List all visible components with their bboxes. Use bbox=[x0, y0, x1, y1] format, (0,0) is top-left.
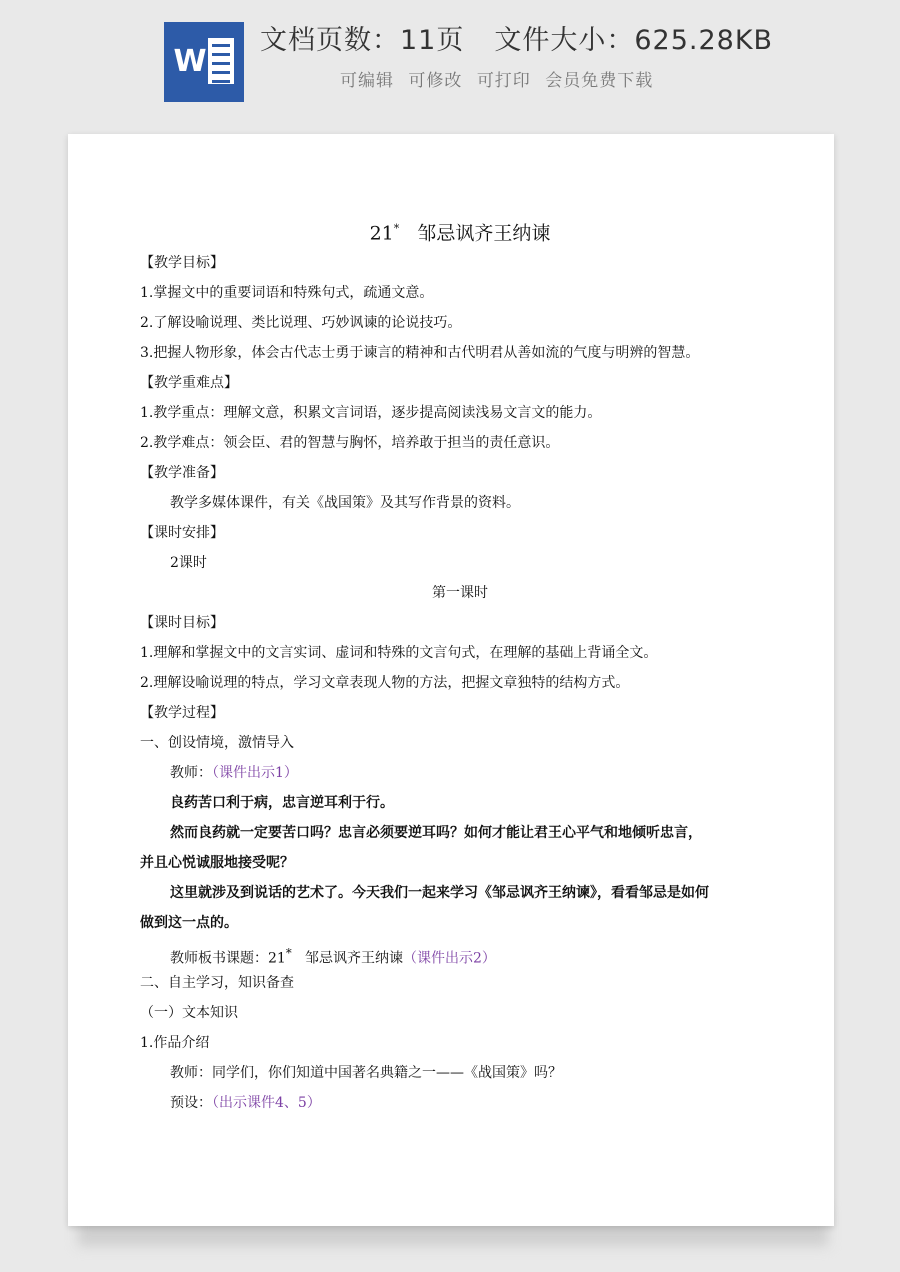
title-text: 邹忌讽齐王纳谏 bbox=[417, 222, 551, 245]
schedule-text: 2课时 bbox=[170, 555, 207, 571]
teacher-label: 教师： bbox=[170, 765, 212, 781]
teacher-question: 教师：同学们，你们知道中国著名典籍之一——《战国策》吗？ bbox=[170, 1065, 562, 1081]
intro-line-1: 这里就涉及到说话的艺术了。今天我们一起来学习《邹忌讽齐王纳谏》，看看邹忌是如何 bbox=[170, 885, 709, 901]
word-letter: W bbox=[172, 42, 208, 82]
courseware-note-2: （课件出示2） bbox=[403, 950, 496, 967]
section-heading-process: 【教学过程】 bbox=[140, 705, 224, 721]
goal-item-1: 1.掌握文中的重要词语和特殊句式，疏通文意。 bbox=[140, 285, 434, 301]
board-title-line bbox=[140, 938, 780, 968]
question-line-2: 并且心悦诚服地接受呢？ bbox=[140, 855, 294, 871]
page-count: 文档页数：11页 bbox=[260, 25, 465, 56]
key-point-1: 1.教学重点：理解文意，积累文言词语，逐步提高阅读浅易文言文的能力。 bbox=[140, 405, 602, 421]
document-lines-icon bbox=[208, 38, 234, 84]
process-step-2: 二、自主学习，知识备查 bbox=[140, 975, 294, 991]
section-heading-key-points: 【教学重难点】 bbox=[140, 375, 238, 391]
preparation-text: 教学多媒体课件，有关《战国策》及其写作背景的资料。 bbox=[170, 495, 520, 511]
document-title bbox=[140, 212, 780, 246]
board-title-text: 邹忌讽齐王纳谏 bbox=[305, 950, 404, 967]
section-heading-preparation: 【教学准备】 bbox=[140, 465, 224, 481]
preset-label: 预设： bbox=[170, 1095, 212, 1111]
document-content bbox=[140, 212, 780, 1118]
goal-item-2: 2.了解设喻说理、类比说理、巧妙讽谏的论说技巧。 bbox=[140, 315, 462, 331]
file-info bbox=[260, 18, 773, 57]
lesson-goal-1: 1.理解和掌握文中的文言实词、虚词和特殊的文言句式，在理解的基础上背诵全文。 bbox=[140, 645, 658, 661]
download-header bbox=[0, 0, 900, 120]
work-introduction-heading: 1.作品介绍 bbox=[140, 1035, 210, 1051]
section-heading-schedule: 【课时安排】 bbox=[140, 525, 224, 541]
process-step-1: 一、创设情境，激情导入 bbox=[140, 735, 294, 751]
lesson-goal-2: 2.理解设喻说理的特点，学习文章表现人物的方法，把握文章独特的结构方式。 bbox=[140, 675, 630, 691]
feature-member-download: 会员免费下载 bbox=[545, 71, 654, 91]
teacher-line bbox=[140, 758, 780, 788]
feature-printable: 可打印 bbox=[476, 71, 531, 91]
goal-item-3: 3.把握人物形象，体会古代志士勇于谏言的精神和古代明君从善如流的气度与明辨的智慧。 bbox=[140, 345, 700, 361]
feature-modifiable: 可修改 bbox=[408, 71, 463, 91]
board-title-asterisk: * bbox=[285, 946, 292, 960]
feature-list bbox=[340, 66, 661, 91]
courseware-note-1: （课件出示1） bbox=[212, 765, 298, 781]
title-number: 21 bbox=[369, 222, 394, 245]
question-line-1: 然而良药就一定要苦口吗？忠言必须要逆耳吗？如何才能让君王心平气和地倾听忠言， bbox=[170, 825, 702, 841]
courseware-note-3: （出示课件4、5） bbox=[212, 1095, 321, 1111]
document-page bbox=[68, 134, 834, 1226]
lesson-heading: 第一课时 bbox=[432, 585, 488, 601]
board-title-label: 教师板书课题：21 bbox=[170, 950, 286, 967]
preset-line bbox=[140, 1088, 780, 1118]
proverb-line: 良药苦口利于病，忠言逆耳利于行。 bbox=[170, 795, 394, 811]
word-document-icon bbox=[164, 22, 244, 102]
subsection-text-knowledge: （一）文本知识 bbox=[140, 1005, 238, 1021]
intro-line-2: 做到这一点的。 bbox=[140, 915, 238, 931]
section-heading-lesson-goals: 【课时目标】 bbox=[140, 615, 224, 631]
section-heading-goals: 【教学目标】 bbox=[140, 255, 224, 271]
feature-editable: 可编辑 bbox=[340, 71, 394, 91]
title-asterisk: * bbox=[393, 222, 400, 235]
file-size: 文件大小：625.28KB bbox=[494, 25, 774, 56]
key-point-2: 2.教学难点：领会臣、君的智慧与胸怀，培养敢于担当的责任意识。 bbox=[140, 435, 560, 451]
